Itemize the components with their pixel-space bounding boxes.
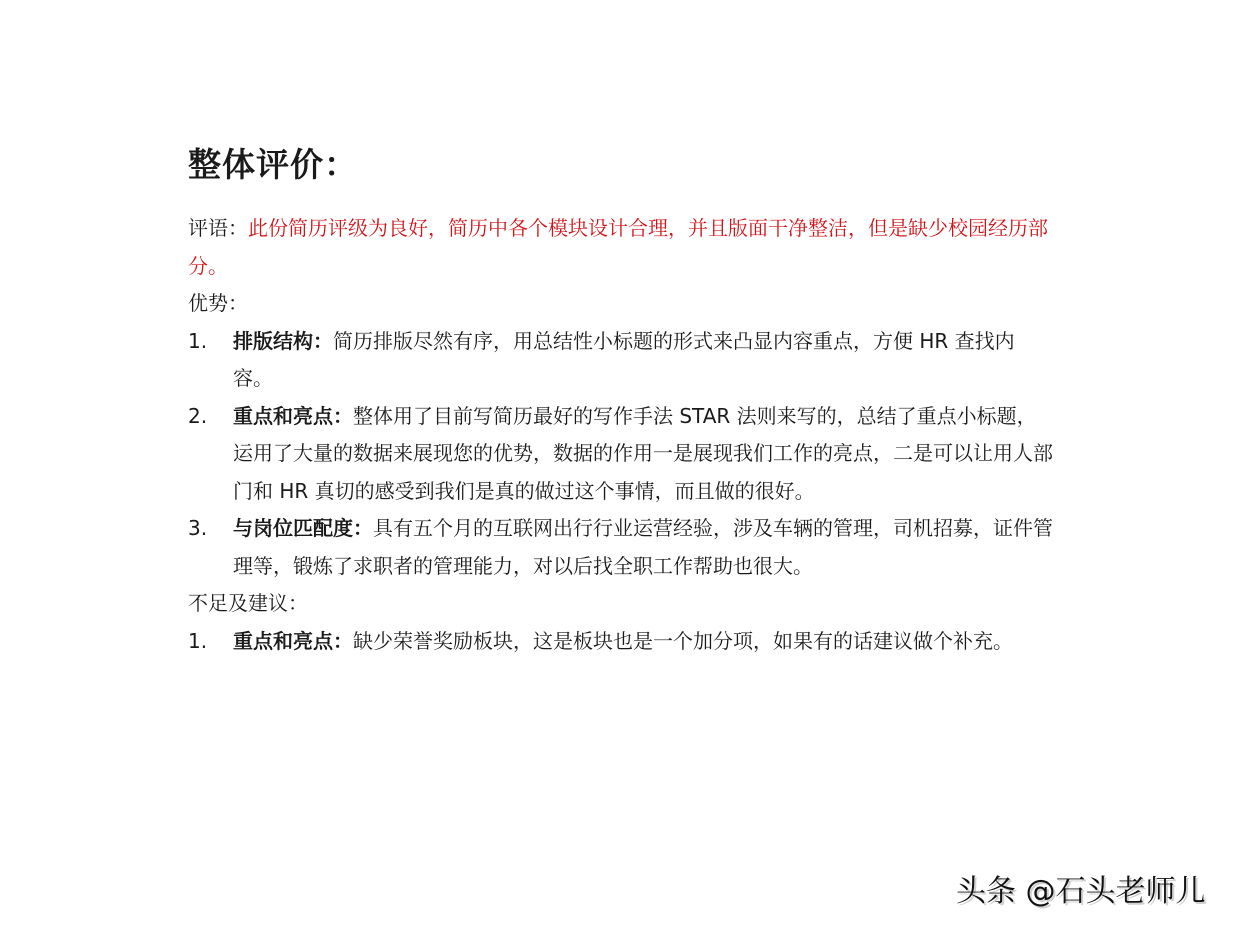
list-item bbox=[188, 623, 1068, 661]
list-item-title: 与岗位匹配度： bbox=[233, 516, 373, 540]
list-item-text: 具有五个月的互联网出行行业运营经验，涉及车辆的管理，司机招募，证件管理等，锻炼了求职者的管理能力，对以后找全职工作帮助也很大。 bbox=[233, 516, 1053, 578]
strengths-heading: 优势： bbox=[188, 291, 248, 315]
list-item-text: 简历排版尽然有序，用总结性小标题的形式来凸显内容重点，方便 HR 查找内容。 bbox=[233, 328, 1015, 390]
list-item bbox=[188, 398, 1068, 511]
list-number: 3. bbox=[188, 516, 208, 540]
list-item-body bbox=[233, 398, 1068, 511]
weaknesses-heading: 不足及建议： bbox=[188, 591, 308, 615]
list-item-text: 缺少荣誉奖励板块，这是板块也是一个加分项，如果有的话建议做个补充。 bbox=[353, 628, 1013, 653]
weaknesses-list bbox=[188, 623, 1068, 661]
page-title: 整体评价： bbox=[188, 145, 358, 184]
list-item-title: 排版结构： bbox=[233, 328, 333, 353]
list-number: 2. bbox=[188, 403, 208, 428]
watermark: 头条 @石头老师儿 bbox=[956, 874, 1206, 909]
comment-paragraph bbox=[188, 210, 1068, 285]
list-item-body bbox=[233, 510, 1068, 585]
strengths-list bbox=[188, 323, 1068, 586]
document-page bbox=[188, 140, 1068, 660]
list-number: 1. bbox=[188, 328, 208, 353]
list-item bbox=[188, 510, 1068, 585]
list-item-body bbox=[233, 623, 1068, 661]
list-item-title: 重点和亮点： bbox=[233, 628, 353, 653]
comment-label: 评语： bbox=[188, 216, 248, 240]
list-number: 1. bbox=[188, 628, 208, 653]
list-item-body bbox=[233, 323, 1068, 398]
comment-text: 此份简历评级为良好，简历中各个模块设计合理，并且版面干净整洁，但是缺少校园经历部分。 bbox=[188, 216, 1048, 278]
list-item bbox=[188, 323, 1068, 398]
list-item-text: 整体用了目前写简历最好的写作手法 STAR 法则来写的，总结了重点小标题，运用了大量的数据来展现您的优势，数据的作用一是展现我们工作的亮点，二是可以让用人部门和 HR 真切的感受到我们是真的做过这个事情，而且做的很好。 bbox=[233, 403, 1053, 503]
list-item-title: 重点和亮点： bbox=[233, 403, 353, 428]
